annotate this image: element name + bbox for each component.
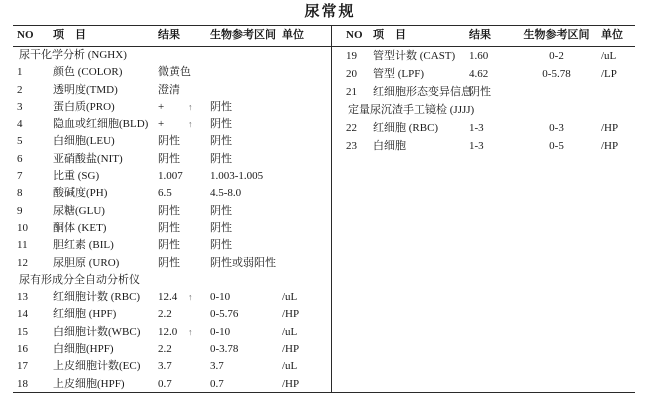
row-no: 6 (17, 152, 23, 165)
row-reference-range (210, 272, 282, 289)
row-reference-range: 3.7 (210, 360, 224, 373)
table-row (13, 64, 331, 81)
table-row (13, 272, 331, 289)
row-result: 微黄色 (158, 66, 191, 79)
row-result (158, 272, 188, 289)
row-item-name: 管型计数 (CAST) (373, 50, 456, 62)
row-result: 1-3 (469, 140, 484, 152)
row-reference-range: 0-10 (210, 291, 231, 304)
row-reference-range: 阴性 (210, 118, 232, 131)
table-row (13, 237, 331, 254)
row-reference-range: 0-5 (549, 140, 564, 152)
row-no: 19 (346, 50, 357, 62)
row-reference-range (514, 83, 599, 101)
row-result: + (158, 100, 165, 113)
column-header-item: 项 目 (53, 29, 86, 41)
row-unit: /uL (282, 291, 298, 304)
row-result: 4.62 (469, 68, 489, 80)
row-item-name: 红细胞 (RBC) (373, 122, 439, 134)
row-reference-range (514, 101, 599, 119)
abnormal-up-arrow-icon (188, 133, 210, 150)
row-result: 2.2 (158, 308, 172, 321)
row-no: 11 (17, 239, 28, 252)
row-item-name: 红细胞形态变异信息 (373, 86, 472, 98)
column-header-result: 结果 (469, 29, 491, 41)
row-item-name: 上皮细胞(HPF) (53, 377, 125, 390)
row-item-name: 酸碱度(PH) (53, 187, 108, 200)
row-item-name: 管型 (LPF) (373, 68, 425, 80)
row-unit (282, 151, 331, 168)
section-header: 尿干化学分析 (NGHX) (19, 49, 127, 61)
row-item-name: 白细胞 (373, 140, 406, 152)
column-header-ref: 生物参考区间 (210, 29, 276, 41)
table-row (332, 119, 635, 137)
table-row (13, 376, 331, 393)
row-reference-range: 阴性 (210, 204, 232, 217)
row-result: 1.007 (158, 170, 183, 183)
table-row (13, 99, 331, 116)
table-header-left (13, 26, 331, 47)
row-item-name: 蛋白质(PRO) (53, 100, 115, 113)
table-row (13, 255, 331, 272)
table-row (13, 203, 331, 220)
row-result: + (158, 118, 165, 131)
row-unit (282, 168, 331, 185)
column-header-no: NO (17, 29, 34, 41)
row-unit (282, 272, 331, 289)
table-row (13, 185, 331, 202)
row-item-name: 亚硝酸盐(NIT) (53, 152, 123, 165)
column-header-no: NO (346, 29, 363, 41)
row-item-name: 隐血或红细胞(BLD) (53, 118, 149, 131)
row-item-name: 比重 (SG) (53, 170, 100, 183)
report-panel-right (332, 26, 635, 392)
row-item-name: 尿糖(GLU) (53, 204, 105, 217)
row-unit: /HP (601, 140, 619, 152)
row-item-name: 颜色 (COLOR) (53, 66, 123, 79)
row-reference-range: 0-2 (549, 50, 564, 62)
abnormal-up-arrow-icon (188, 272, 210, 289)
abnormal-up-arrow-icon (188, 203, 210, 220)
row-result: 12.4 (158, 291, 178, 304)
abnormal-up-arrow-icon (188, 47, 210, 64)
abnormal-up-arrow-icon (188, 185, 210, 202)
abnormal-up-arrow-icon (188, 168, 210, 185)
row-result: 阴性 (158, 239, 180, 252)
report-table (13, 25, 635, 393)
row-unit: /uL (282, 360, 298, 373)
row-no: 5 (17, 135, 23, 148)
row-unit (282, 47, 331, 64)
row-result: 阴性 (158, 152, 180, 165)
row-result: 1-3 (469, 122, 484, 134)
row-reference-range: 4.5-8.0 (210, 187, 242, 200)
row-result: 阴性 (158, 204, 180, 217)
row-unit (282, 64, 331, 81)
abnormal-up-arrow-icon (188, 220, 210, 237)
row-unit (599, 83, 635, 101)
row-result: 3.7 (158, 360, 172, 373)
row-result (469, 101, 514, 119)
row-item-name: 红细胞 (HPF) (53, 308, 117, 321)
abnormal-up-arrow-icon: ↑ (188, 119, 193, 130)
row-no: 15 (17, 325, 28, 338)
table-row (13, 341, 331, 358)
row-no: 3 (17, 100, 23, 113)
row-unit: /HP (601, 122, 619, 134)
row-no: 13 (17, 291, 28, 304)
row-unit: /HP (282, 377, 300, 390)
row-result: 12.0 (158, 325, 178, 338)
row-unit (282, 220, 331, 237)
row-reference-range: 阴性 (210, 221, 232, 234)
row-unit: /HP (282, 343, 300, 356)
row-result: 阴性 (469, 86, 491, 98)
table-row (332, 47, 635, 65)
row-item-name: 白细胞计数(WBC) (53, 325, 141, 338)
row-no: 21 (346, 86, 357, 98)
row-reference-range (210, 82, 282, 99)
row-no: 9 (17, 204, 23, 217)
abnormal-up-arrow-icon (188, 341, 210, 358)
row-no: 12 (17, 256, 28, 269)
table-row (13, 324, 331, 341)
table-row (13, 133, 331, 150)
column-header-flag-spacer (188, 26, 210, 46)
table-row (13, 116, 331, 133)
row-reference-range (210, 64, 282, 81)
table-row (13, 358, 331, 375)
table-row (332, 83, 635, 101)
column-header-item: 项 目 (373, 29, 406, 41)
row-no: 1 (17, 66, 23, 79)
row-unit (282, 203, 331, 220)
column-header-ref: 生物参考区间 (523, 29, 590, 41)
row-unit: /uL (282, 325, 298, 338)
row-no: 4 (17, 118, 23, 131)
row-reference-range: 0-10 (210, 325, 231, 338)
row-result: 阴性 (158, 256, 180, 269)
table-row (13, 289, 331, 306)
abnormal-up-arrow-icon (188, 82, 210, 99)
section-header: 定量尿沉渣手工镜检 (JJJJ) (348, 104, 475, 116)
abnormal-up-arrow-icon (188, 64, 210, 81)
row-result: 阴性 (158, 221, 180, 234)
row-result: 1.60 (469, 50, 489, 62)
row-reference-range: 阴性 (210, 100, 232, 113)
abnormal-up-arrow-icon (188, 151, 210, 168)
report-title: 尿常规 (304, 4, 356, 20)
row-item-name: 酮体 (KET) (53, 221, 107, 234)
row-unit (282, 185, 331, 202)
row-no: 2 (17, 83, 23, 96)
row-result: 阴性 (158, 135, 180, 148)
table-row (332, 137, 635, 155)
abnormal-up-arrow-icon (188, 255, 210, 272)
row-unit: /LP (601, 68, 617, 80)
table-row (13, 82, 331, 99)
abnormal-up-arrow-icon: ↑ (188, 101, 193, 112)
table-body-right (332, 47, 635, 155)
table-row (332, 101, 635, 119)
row-no: 8 (17, 187, 23, 200)
row-unit (282, 237, 331, 254)
row-reference-range: 1.003-1.005 (210, 170, 264, 183)
abnormal-up-arrow-icon: ↑ (188, 292, 193, 303)
report-panel-left (13, 26, 331, 392)
row-item-name: 尿胆原 (URO) (53, 256, 120, 269)
row-result: 6.5 (158, 187, 172, 200)
row-result: 2.2 (158, 343, 172, 356)
row-no: 16 (17, 343, 28, 356)
row-unit: /uL (601, 50, 617, 62)
row-reference-range (210, 47, 282, 64)
row-item-name: 白细胞(HPF) (53, 343, 114, 356)
row-no: 17 (17, 360, 28, 373)
table-body-left (13, 47, 331, 393)
abnormal-up-arrow-icon (188, 237, 210, 254)
row-item-name: 白细胞(LEU) (53, 135, 115, 148)
table-header-right (332, 26, 635, 47)
abnormal-up-arrow-icon (188, 358, 210, 375)
row-result (158, 47, 188, 64)
row-result: 澄清 (158, 83, 180, 96)
row-unit (599, 101, 635, 119)
table-row (13, 306, 331, 323)
section-header: 尿有形成分全自动分析仪 (19, 273, 140, 286)
row-item-name: 上皮细胞计数(EC) (53, 360, 141, 373)
row-item-name: 透明度(TMD) (53, 83, 118, 96)
row-unit (282, 133, 331, 150)
abnormal-up-arrow-icon (188, 376, 210, 393)
row-unit (282, 116, 331, 133)
table-row (13, 168, 331, 185)
abnormal-up-arrow-icon: ↑ (188, 326, 193, 337)
row-unit: /HP (282, 308, 300, 321)
row-reference-range: 阴性 (210, 135, 232, 148)
row-reference-range: 阴性 (210, 239, 232, 252)
row-no: 20 (346, 68, 357, 80)
row-unit (282, 255, 331, 272)
table-row (13, 220, 331, 237)
table-row (13, 47, 331, 64)
row-item-name: 红细胞计数 (RBC) (53, 291, 141, 304)
table-row (332, 65, 635, 83)
column-header-unit: 单位 (282, 29, 304, 41)
column-header-result: 结果 (158, 29, 180, 41)
row-no: 7 (17, 170, 23, 183)
row-reference-range: 阴性或弱阳性 (210, 256, 276, 269)
row-item-name: 胆红素 (BIL) (53, 239, 114, 252)
column-header-unit: 单位 (601, 29, 623, 41)
row-unit (282, 99, 331, 116)
row-reference-range: 0-3.78 (210, 343, 239, 356)
row-no: 10 (17, 221, 28, 234)
row-no: 23 (346, 140, 357, 152)
abnormal-up-arrow-icon (188, 306, 210, 323)
row-no: 18 (17, 377, 28, 390)
row-reference-range: 0-3 (549, 122, 564, 134)
row-reference-range: 0-5.78 (542, 68, 571, 80)
row-unit (282, 82, 331, 99)
row-result: 0.7 (158, 377, 172, 390)
row-no: 22 (346, 122, 357, 134)
row-reference-range: 0.7 (210, 377, 224, 390)
row-reference-range: 0-5.76 (210, 308, 239, 321)
table-row (13, 151, 331, 168)
row-reference-range: 阴性 (210, 152, 232, 165)
row-no: 14 (17, 308, 28, 321)
